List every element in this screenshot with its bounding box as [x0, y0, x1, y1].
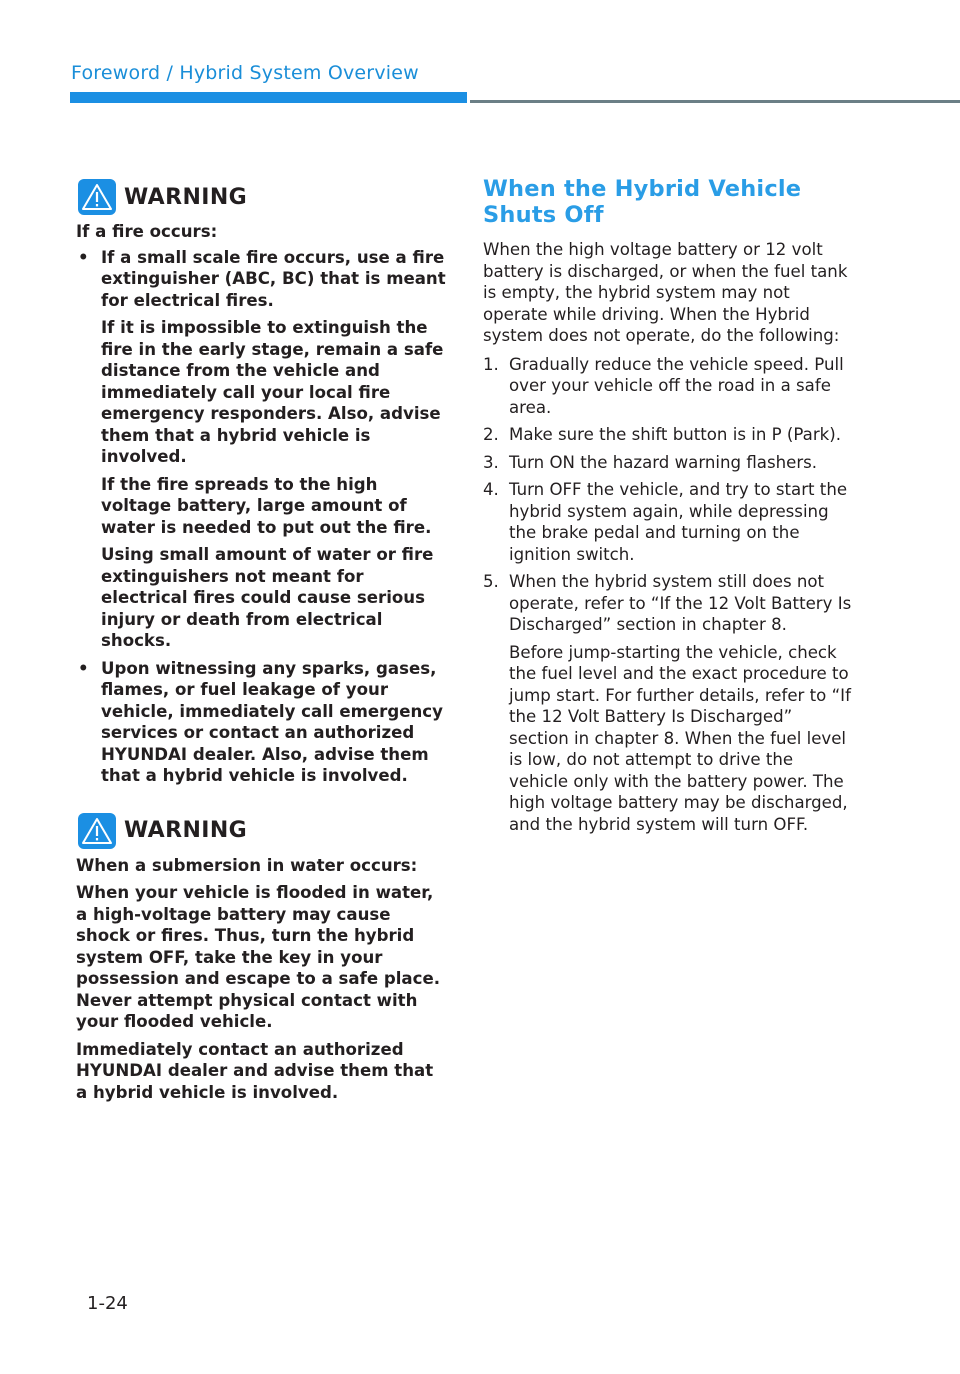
step-text: Gradually reduce the vehicle speed. Pull over your vehicle off the road in a safe area. [509, 354, 844, 417]
left-column [76, 178, 448, 1103]
warning-triangle-icon [78, 179, 116, 215]
warning-intro: If a fire occurs: [76, 222, 218, 241]
warning-title: WARNING [124, 184, 248, 210]
header-rule-blue [70, 92, 467, 103]
step-number: 5. [483, 572, 499, 591]
section-intro: When the high voltage battery or 12 volt battery is discharged, or when the fuel tank is empty, the hybrid system may not operate while driving. When the Hybrid system does not operate, do the following: [483, 240, 848, 345]
right-column [483, 176, 853, 835]
section-title: When the Hybrid Vehicle Shuts Off [483, 176, 802, 228]
bullet-dot: • [78, 658, 89, 678]
list-item [483, 571, 853, 835]
fire-bullet-list [76, 247, 448, 787]
warning-paragraph: When your vehicle is flooded in water, a high-voltage battery may cause shock or fires. Thus, turn the hybrid system OFF, take the key in your possession and escape to a safe place. Never attempt physical contact with your flooded vehicle. [76, 883, 441, 1031]
bullet-text: Upon witnessing any sparks, gases, flames, or fuel leakage of your vehicle, immediately call emergency services or contact an authorized HYUNDAI dealer. Also, advise them that a hybrid vehicle is involved. [101, 658, 443, 785]
header-rule-gray [470, 100, 960, 103]
list-item [483, 479, 853, 565]
warning-heading [78, 812, 448, 850]
warning-triangle-icon [78, 813, 116, 849]
page-number: 1-24 [87, 1293, 128, 1314]
bullet-subparagraph: Using small amount of water or fire extinguishers not meant for electrical fires could cause serious injury or death from electrical shocks. [101, 545, 434, 650]
warning-box-water [76, 812, 448, 1104]
bullet-dot: • [78, 247, 89, 267]
warning-title: WARNING [124, 818, 248, 843]
step-text: Turn ON the hazard warning flashers. [509, 452, 818, 472]
warning-box-fire [76, 178, 448, 787]
step-text: When the hybrid system still does not operate, refer to “If the 12 Volt Battery Is Discharged” section in chapter 8. [509, 572, 852, 634]
list-item [76, 658, 448, 787]
list-item [483, 424, 853, 446]
warning-intro: When a submersion in water occurs: [76, 855, 418, 875]
step-number: 1. [483, 354, 499, 374]
warning-heading [78, 178, 448, 216]
bullet-subparagraph: If it is impossible to extinguish the fire in the early stage, remain a safe distance from the vehicle and immediately call your local fire emergency responders. Also, advise them that a hybrid vehicle is involved. [101, 318, 444, 466]
bullet-subparagraph: If the fire spreads to the high voltage battery, large amount of water is needed to put out the fire. [101, 474, 432, 537]
step-note: Before jump-starting the vehicle, check the fuel level and the exact procedure to jump start. For further details, refer to “If the 12 Volt Battery Is Discharged” section in chapter 8. When the fuel level is low, do not attempt to drive the vehicle only with the battery power. The high voltage battery may be discharged, and the hybrid system will turn OFF. [509, 642, 851, 834]
list-item [76, 247, 448, 652]
warning-paragraph: Immediately contact an authorized HYUNDAI dealer and advise them that a hybrid vehicle is involved. [76, 1039, 434, 1102]
step-number: 2. [483, 425, 499, 444]
bullet-text: If a small scale fire occurs, use a fire extinguisher (ABC, BC) that is meant for electrical fires. [101, 247, 446, 310]
step-number: 4. [483, 480, 499, 499]
list-item [483, 452, 853, 474]
list-item [483, 354, 853, 419]
header-title: Foreword / Hybrid System Overview [71, 62, 419, 84]
step-text: Turn OFF the vehicle, and try to start the hybrid system again, while depressing the brake pedal and turning on the ignition switch. [509, 480, 848, 564]
steps-list [483, 354, 853, 836]
step-text: Make sure the shift button is in P (Park). [509, 425, 842, 444]
step-number: 3. [483, 452, 499, 472]
